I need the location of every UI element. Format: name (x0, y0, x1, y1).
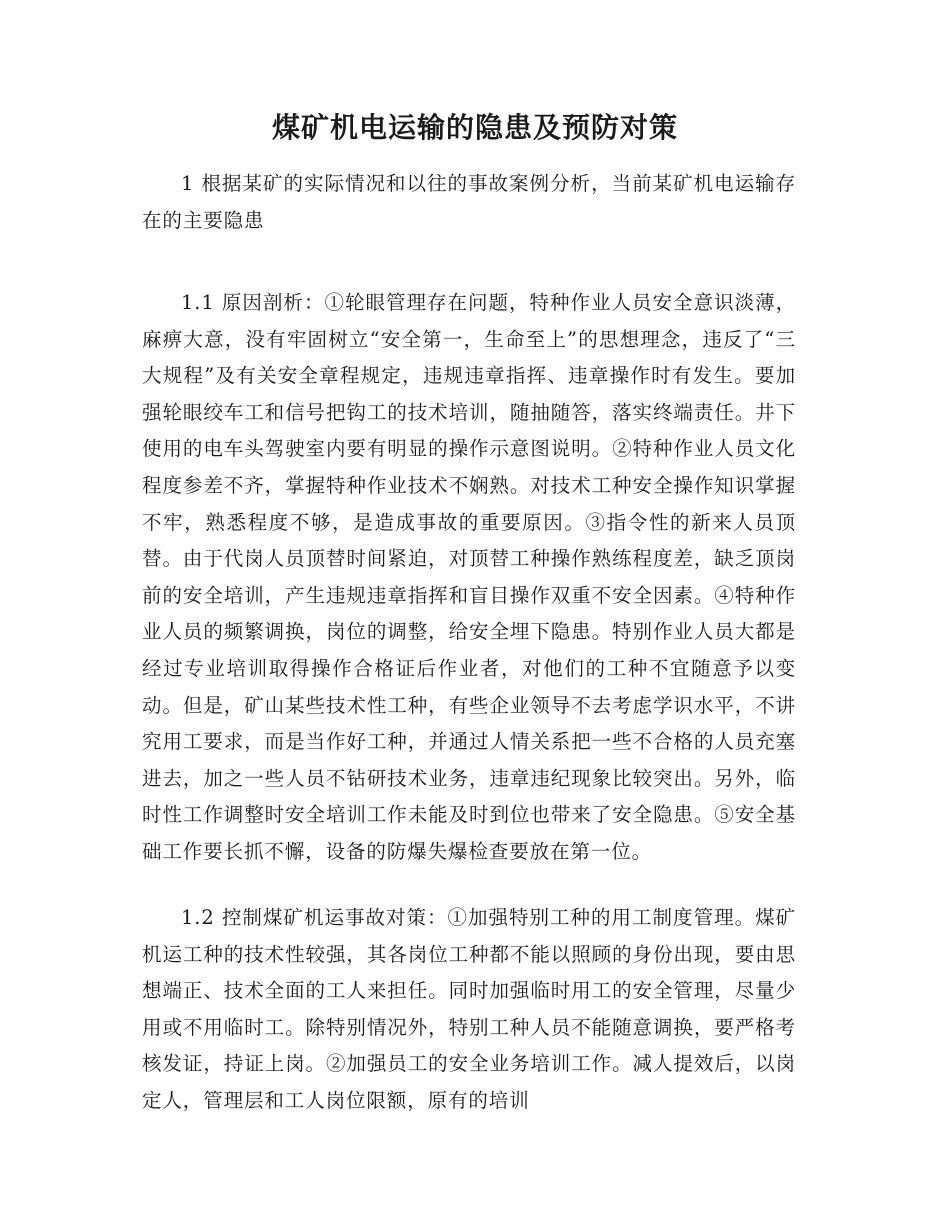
paragraph-1-2: 1.2 控制煤矿机运事故对策：①加强特别工种的用工制度管理。煤矿机运工种的技术性较强，其各岗位工种都不能以照顾的身份出现，要由思想端正、技术全面的工人来担任。同时加强临时用工的安全管理，尽量少用或不用临时工。除特别情况外，特别工种人员不能随意调换，要严格考核发证，持证上岗。②加强员工的安全业务培训工作。减人提效后，以岗定人，管理层和工人岗位限额，原有的培训 (142, 906, 796, 1112)
section-heading-1: 1 根据某矿的实际情况和以往的事故案例分析，当前某矿机电运输存在的主要隐患 (142, 172, 796, 232)
document-title: 煤矿机电运输的隐患及预防对策 (271, 111, 678, 144)
paragraph-1-1: 1.1 原因剖析：①轮眼管理存在问题，特种作业人员安全意识淡薄，麻痹大意，没有牢固树立“安全第一，生命至上”的思想理念，违反了“三大规程”及有关安全章程规定，违规违章指挥、违章操作时有发生。要加强轮眼绞车工和信号把钩工的技术培训，随抽随答，落实终端责任。井下使用的电车头驾驶室内要有明显的操作示意图说明。②特种作业人员文化程度参差不齐，掌握特种作业技术不娴熟。对技术工种安全操作知识掌握不牢，熟悉程度不够，是造成事故的重要原因。③指令性的新来人员顶替。由于代岗人员顶替时间紧迫，对顶替工种操作熟练程度差，缺乏顶岗前的安全培训，产生违规违章指挥和盲目操作双重不安全因素。④特种作业人员的频繁调换，岗位的调整，给安全埋下隐患。特别作业人员大都是经过专业培训取得操作合格证后作业者，对他们的工种不宜随意予以变动。但是，矿山某些技术性工种，有些企业领导不去考虑学识水平，不讲究用工要求，而是当作好工种，并通过人情关系把一些不合格的人员充塞进去，加之一些人员不钻研技术业务，违章违纪现象比较突出。另外，临时性工作调整时安全培训工作未能及时到位也带来了安全隐患。⑤安全基础工作要长抓不懈，设备的防爆失爆检查要放在第一位。 (142, 291, 796, 863)
